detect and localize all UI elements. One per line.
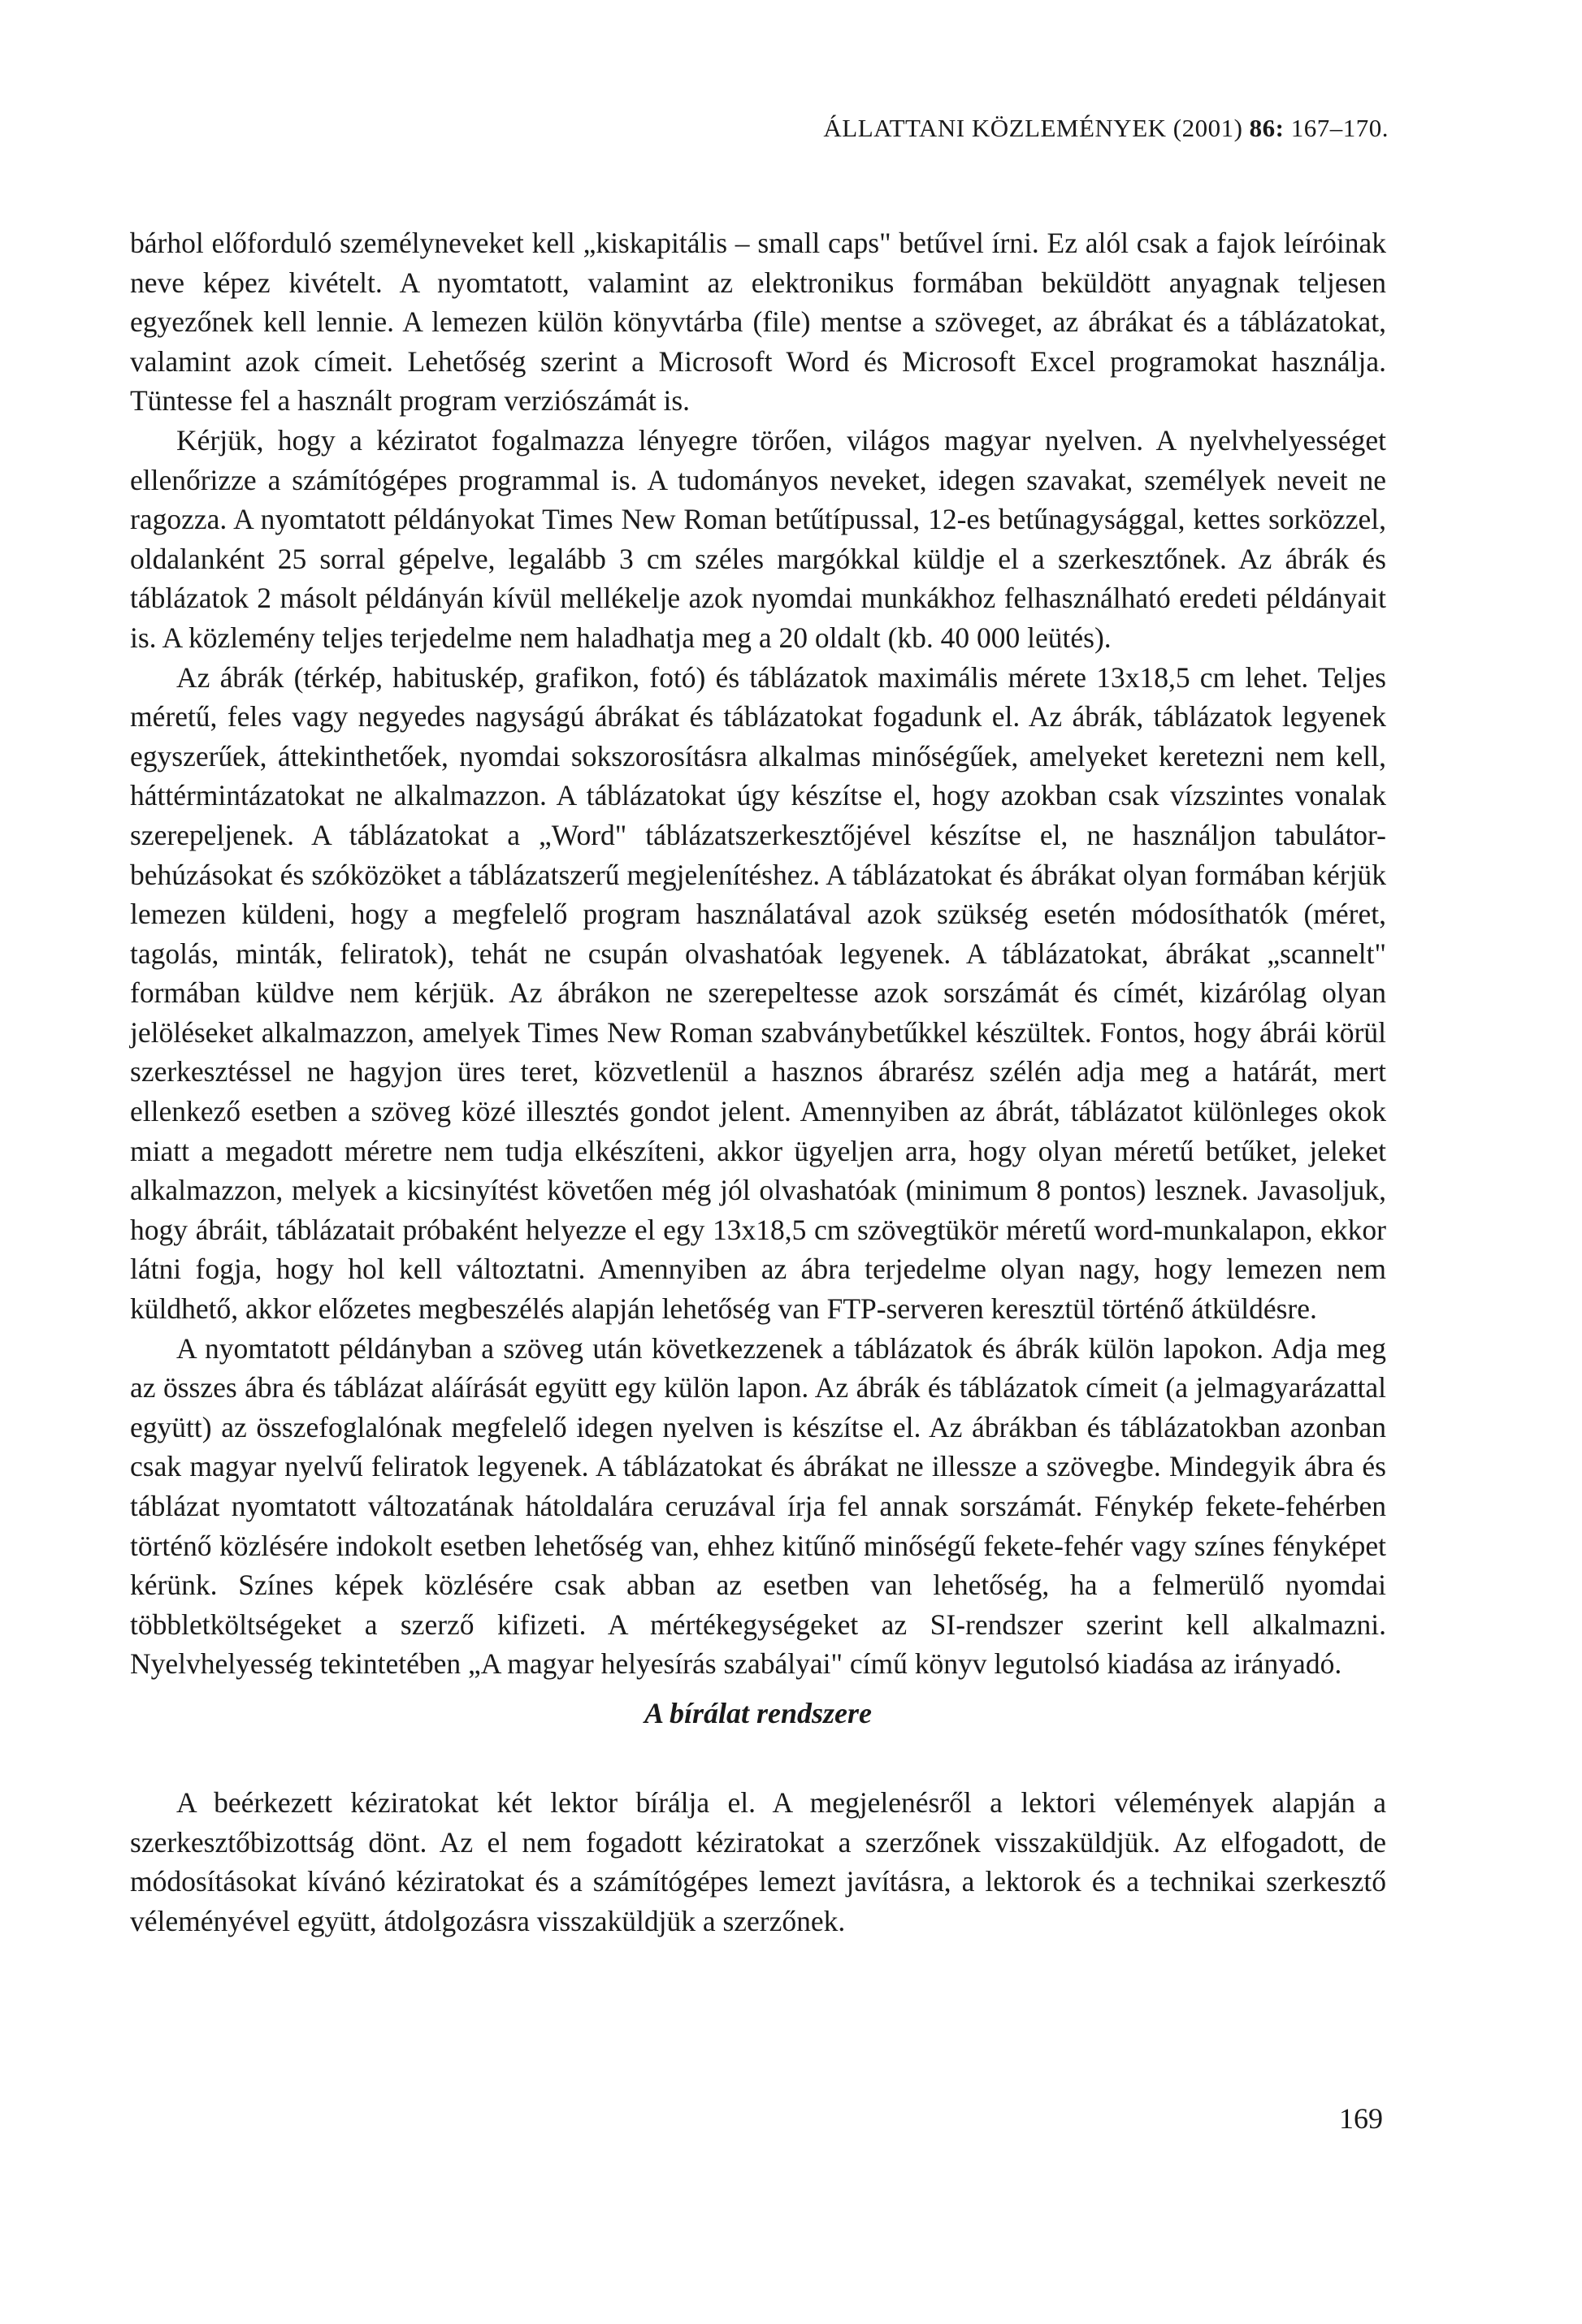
paragraph: Az ábrák (térkép, habituskép, grafikon, fotó) és táblázatok maximális mérete 13x18,5 cm lehet. Teljes méretű, feles vagy negyedes nagyságú ábrákat és táblázatokat fogadunk el. Az ábrák, táblázatok legyenek egyszerűek, áttekinthetőek, nyomdai sokszorosításra alkalmas minőségűek, amelyeket keretezni nem kell, háttérmintázatokat ne alkalmazzon. A táblázatokat úgy készítse el, hogy azokban csak vízszintes vonalak szerepeljenek. A táblázatokat a „Word" táblázatszerkesztőjével készítse el, ne használjon tabulátor-behúzásokat és szóközöket a táblázatszerű megjelenítéshez. A táblázatokat és ábrákat olyan formában kérjük lemezen küldeni, hogy a megfelelő program használatával azok szükség esetén módosíthatók (méret, tagolás, minták, feliratok), tehát ne csupán olvashatóak legyenek. A táblázatokat, ábrákat „scannelt" formában küldve nem kérjük. Az ábrákon ne szerepeltesse azok sorszámát és címét, kizárólag olyan jelöléseket alkalmazzon, amelyek Times New Roman szabványbetűkkel készültek. Fontos, hogy ábrái körül szerkesztéssel ne hagyjon üres teret, közvetlenül a hasznos ábrarész szélén adja meg a határát, mert ellenkező esetben a szöveg közé illesztés gondot jelent. Amennyiben az ábrát, táblázatot különleges okok miatt a megadott méretre nem tudja elkészíteni, akkor ügyeljen arra, hogy olyan méretű betűket, jeleket alkalmazzon, melyek a kicsinyítést követően még jól olvashatóak (minimum 8 pontos) lesznek. Javasoljuk, hogy ábráit, táblázatait próbaként helyezze el egy 13x18,5 cm szövegtükör méretű word-munkalapon, ekkor látni fogja, hogy hol kell változtatni. Amennyiben az ábra terjedelme olyan nagy, hogy lemezen nem küldhető, akkor előzetes megbeszélés alapján lehetőség van FTP-serveren keresztül történő átküldésre. bbox=[130, 660, 1386, 1326]
journal-name: ÁLLATTANI KÖZLEMÉNYEK (2001) bbox=[823, 114, 1243, 142]
running-header bbox=[823, 114, 1389, 143]
volume-number: 86: bbox=[1249, 114, 1285, 142]
body-text bbox=[130, 223, 1386, 1684]
paragraph: A beérkezett kéziratokat két lektor bírálja el. A megjelenésről a lektori vélemények alapján a szerkesztőbizottság dönt. Az el nem fogadott kéziratokat a szerzőnek visszaküldjük. Az elfogadott, de módosításokat kívánó kéziratokat és a számítógépes lemezt javításra, a lektorok és a technikai szerkesztő véleményével együtt, átdolgozásra visszaküldjük a szerzőnek. bbox=[130, 1786, 1386, 1937]
page-range: 167–170. bbox=[1290, 114, 1389, 142]
paragraph: bárhol előforduló személyneveket kell „kiskapitális – small caps" betűvel írni. Ez alól csak a fajok leíróinak neve képez kivételt. A nyomtatott, valamint az elektronikus formában beküldött anyagnak teljesen egyezőnek kell lennie. A lemezen külön könyvtárba (file) mentse a szöveget, az ábrákat és a táblázatokat, valamint azok címeit. Lehetőség szerint a Microsoft Word és Microsoft Excel programokat használja. Tüntesse fel a használt program verziószámát is. bbox=[130, 227, 1386, 418]
section-text bbox=[130, 1783, 1386, 1941]
section-heading: A bírálat rendszere bbox=[644, 1697, 873, 1729]
paragraph: Kérjük, hogy a kéziratot fogalmazza lényegre törően, világos magyar nyelven. A nyelvhelyességet ellenőrizze a számítógépes programmal is. A tudományos neveket, idegen szavakat, személyek neveit ne ragozza. A nyomtatott példányokat Times New Roman betűtípussal, 12-es betűnagysággal, kettes sorközzel, oldalanként 25 sorral gépelve, legalább 3 cm széles margókkal küldje el a szerkesztőnek. Az ábrák és táblázatok 2 másolt példányán kívül mellékelje azok nyomdai munkákhoz felhasználható eredeti példányait is. A közlemény teljes terjedelme nem haladhatja meg a 20 oldalt (kb. 40 000 leütés). bbox=[130, 423, 1386, 654]
page-number: 169 bbox=[1339, 2102, 1383, 2135]
paragraph: A nyomtatott példányban a szöveg után következzenek a táblázatok és ábrák külön lapokon. Adja meg az összes ábra és táblázat aláírását együtt egy külön lapon. Az ábrák és táblázatok címeit (a jelmagyarázattal együtt) az összefoglalónak megfelelő idegen nyelven is készítse el. Az ábrákban és táblázatokban azonban csak magyar nyelvű feliratok legyenek. A táblázatokat és ábrákat ne illessze a szövegbe. Mindegyik ábra és táblázat nyomtatott változatának hátoldalára ceruzával írja fel annak sorszámát. Fénykép fekete-fehérben történő közlésére indokolt esetben lehetőség van, ehhez kitűnő minőségű fekete-fehér vagy színes fényképet kérünk. Színes képek közlésére csak abban az esetben van lehetőség, ha a felmerülő nyomdai többletköltségeket a szerző kifizeti. A mértékegységeket az SI-rendszer szerint kell alkalmazni. Nyelvhelyesség tekintetében „A magyar helyesírás szabályai" című könyv legutolsó kiadása az irányadó. bbox=[130, 1331, 1386, 1681]
